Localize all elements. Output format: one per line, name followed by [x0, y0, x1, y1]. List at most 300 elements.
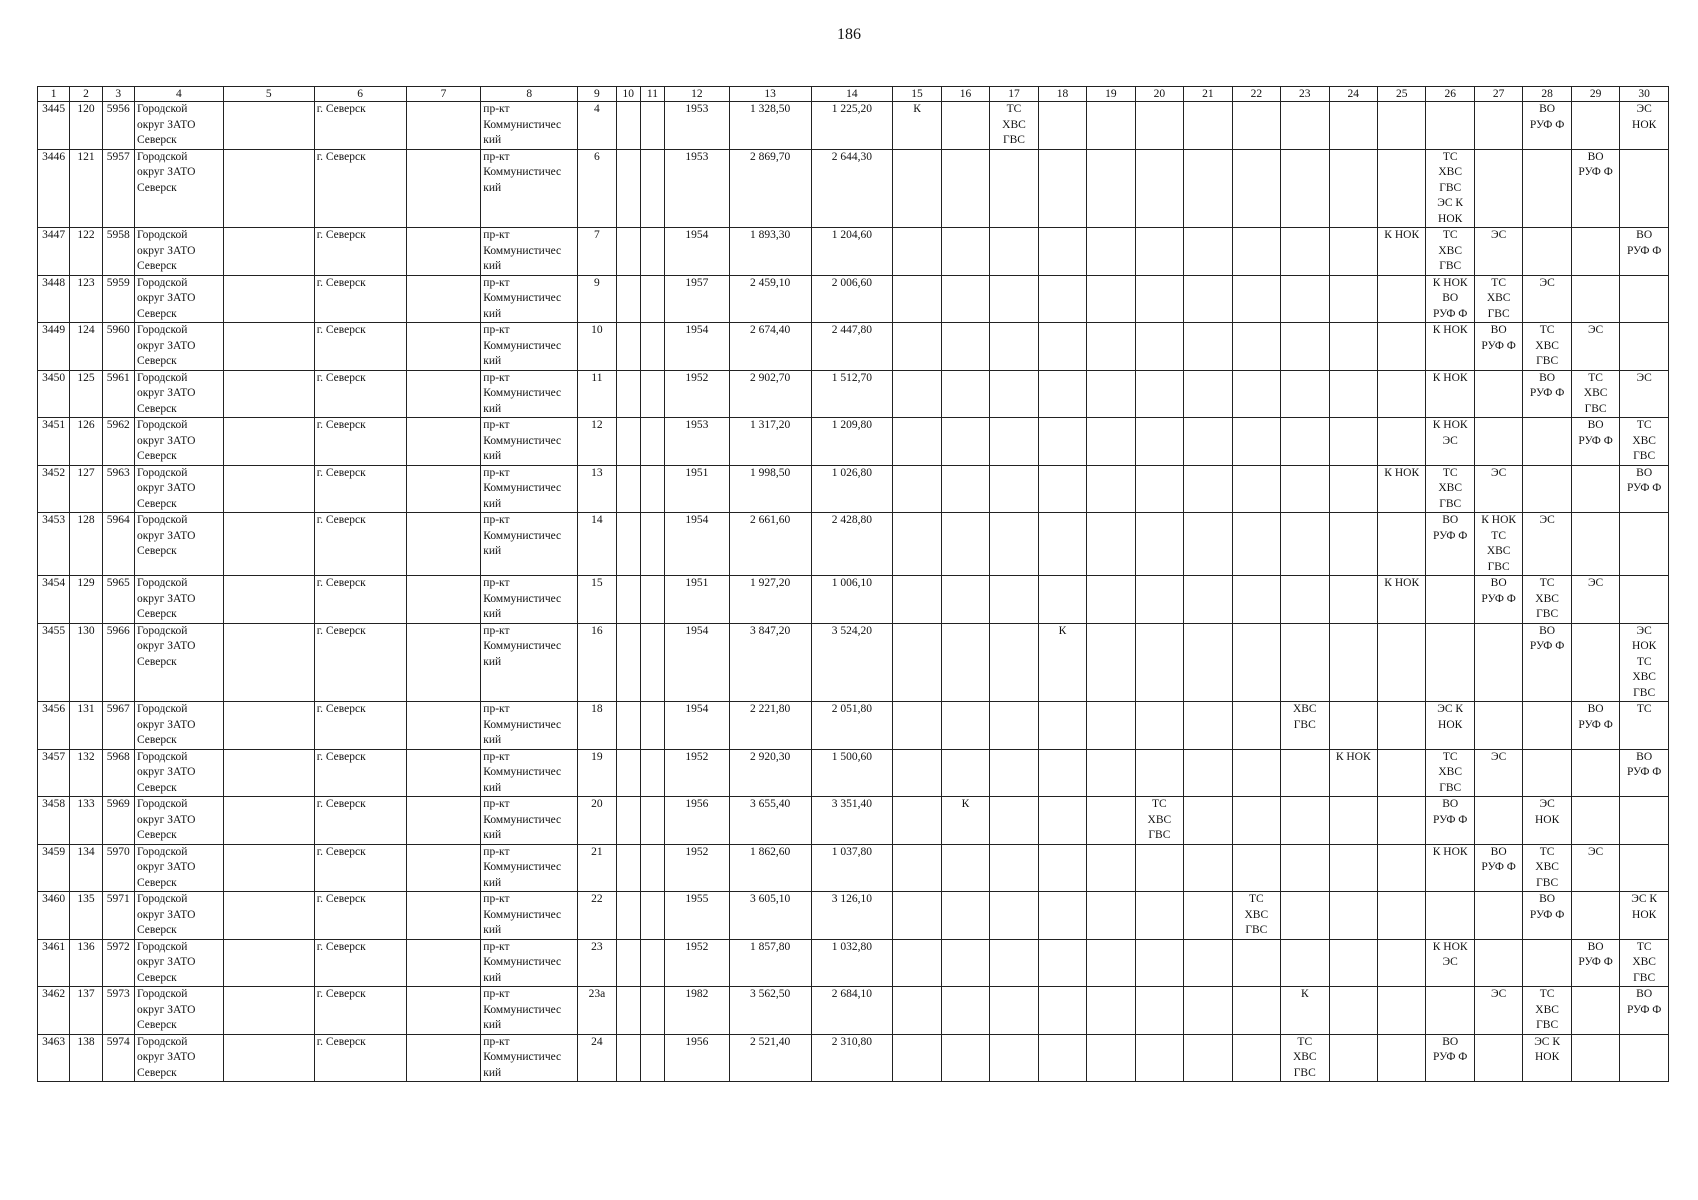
city: г. Северск: [314, 102, 406, 150]
cell-10: [616, 892, 640, 940]
build-year: 1955: [665, 892, 730, 940]
service-cell-29: [1571, 797, 1619, 845]
service-cell-22: [1232, 323, 1280, 371]
build-year: 1954: [665, 623, 730, 702]
cell-11: [640, 228, 664, 276]
service-cell-16: К: [941, 797, 989, 845]
service-cell-20: [1135, 370, 1183, 418]
build-year: 1954: [665, 702, 730, 750]
service-cell-26: ТС ХВС ГВС: [1426, 228, 1474, 276]
row-index: 137: [70, 987, 102, 1035]
service-cell-27: ВО РУФ Ф: [1474, 844, 1522, 892]
house-number: 24: [578, 1034, 616, 1082]
living-area: 1 032,80: [811, 939, 893, 987]
city: г. Северск: [314, 323, 406, 371]
service-cell-23: ХВС ГВС: [1281, 702, 1329, 750]
city: г. Северск: [314, 1034, 406, 1082]
service-cell-29: [1571, 228, 1619, 276]
service-cell-29: ВО РУФ Ф: [1571, 939, 1619, 987]
service-cell-28: ТС ХВС ГВС: [1523, 987, 1571, 1035]
service-cell-16: [941, 892, 989, 940]
service-cell-18: [1038, 844, 1086, 892]
service-cell-28: [1523, 465, 1571, 513]
table-row: [38, 228, 1669, 276]
cell-5: [223, 418, 314, 466]
cell-7: [406, 749, 481, 797]
service-cell-24: [1329, 892, 1377, 940]
column-header-8: 8: [481, 87, 578, 102]
build-year: 1952: [665, 939, 730, 987]
service-cell-23: [1281, 465, 1329, 513]
column-number-header: [38, 87, 1669, 102]
service-cell-26: ТС ХВС ГВС ЭС К НОК: [1426, 149, 1474, 228]
living-area: 1 006,10: [811, 576, 893, 624]
row-number: 3448: [38, 275, 70, 323]
service-cell-27: [1474, 102, 1522, 150]
service-cell-25: [1377, 149, 1425, 228]
municipality: Городской округ ЗАТО Северск: [134, 149, 223, 228]
building-id: 5958: [102, 228, 134, 276]
cell-5: [223, 623, 314, 702]
living-area: 1 026,80: [811, 465, 893, 513]
service-cell-19: [1087, 370, 1135, 418]
service-cell-15: [893, 275, 941, 323]
service-cell-29: ВО РУФ Ф: [1571, 418, 1619, 466]
house-number: 13: [578, 465, 616, 513]
street: пр-кт Коммунистичес кий: [481, 576, 578, 624]
column-header-11: 11: [640, 87, 664, 102]
cell-7: [406, 228, 481, 276]
city: г. Северск: [314, 987, 406, 1035]
service-cell-19: [1087, 749, 1135, 797]
service-cell-28: [1523, 702, 1571, 750]
service-cell-18: [1038, 370, 1086, 418]
street: пр-кт Коммунистичес кий: [481, 702, 578, 750]
service-cell-18: [1038, 987, 1086, 1035]
cell-10: [616, 623, 640, 702]
cell-11: [640, 102, 664, 150]
service-cell-19: [1087, 228, 1135, 276]
service-cell-21: [1184, 749, 1232, 797]
service-cell-24: [1329, 797, 1377, 845]
cell-10: [616, 370, 640, 418]
street: пр-кт Коммунистичес кий: [481, 987, 578, 1035]
service-cell-28: ВО РУФ Ф: [1523, 892, 1571, 940]
service-cell-23: [1281, 623, 1329, 702]
house-number: 18: [578, 702, 616, 750]
service-cell-22: [1232, 797, 1280, 845]
column-header-17: 17: [990, 87, 1038, 102]
total-area: 1 893,30: [729, 228, 811, 276]
row-index: 120: [70, 102, 102, 150]
service-cell-21: [1184, 149, 1232, 228]
service-cell-23: [1281, 228, 1329, 276]
service-cell-24: [1329, 149, 1377, 228]
service-cell-24: [1329, 323, 1377, 371]
total-area: 2 869,70: [729, 149, 811, 228]
service-cell-17: [990, 465, 1038, 513]
service-cell-30: [1620, 275, 1669, 323]
house-number: 20: [578, 797, 616, 845]
service-cell-21: [1184, 275, 1232, 323]
city: г. Северск: [314, 623, 406, 702]
service-cell-28: ЭС: [1523, 513, 1571, 576]
row-index: 132: [70, 749, 102, 797]
service-cell-26: [1426, 892, 1474, 940]
municipality: Городской округ ЗАТО Северск: [134, 939, 223, 987]
build-year: 1952: [665, 844, 730, 892]
service-cell-21: [1184, 702, 1232, 750]
house-number: 23: [578, 939, 616, 987]
service-cell-17: [990, 892, 1038, 940]
service-cell-17: [990, 370, 1038, 418]
cell-5: [223, 749, 314, 797]
house-number: 21: [578, 844, 616, 892]
service-cell-20: [1135, 323, 1183, 371]
table-row: [38, 892, 1669, 940]
row-number: 3446: [38, 149, 70, 228]
service-cell-27: [1474, 623, 1522, 702]
city: г. Северск: [314, 149, 406, 228]
total-area: 2 459,10: [729, 275, 811, 323]
municipality: Городской округ ЗАТО Северск: [134, 623, 223, 702]
service-cell-27: ЭС: [1474, 465, 1522, 513]
house-number: 12: [578, 418, 616, 466]
service-cell-29: [1571, 465, 1619, 513]
service-cell-26: ВО РУФ Ф: [1426, 1034, 1474, 1082]
service-cell-24: [1329, 623, 1377, 702]
house-number: 14: [578, 513, 616, 576]
municipality: Городской округ ЗАТО Северск: [134, 987, 223, 1035]
service-cell-29: ВО РУФ Ф: [1571, 702, 1619, 750]
service-cell-15: [893, 228, 941, 276]
service-cell-29: [1571, 102, 1619, 150]
service-cell-19: [1087, 576, 1135, 624]
total-area: 1 317,20: [729, 418, 811, 466]
cell-11: [640, 370, 664, 418]
column-header-12: 12: [665, 87, 730, 102]
cell-11: [640, 939, 664, 987]
cell-5: [223, 102, 314, 150]
page-number: 186: [837, 26, 861, 43]
living-area: 1 209,80: [811, 418, 893, 466]
service-cell-25: [1377, 418, 1425, 466]
service-cell-22: [1232, 102, 1280, 150]
house-number: 23а: [578, 987, 616, 1035]
service-cell-29: ВО РУФ Ф: [1571, 149, 1619, 228]
cell-5: [223, 987, 314, 1035]
street: пр-кт Коммунистичес кий: [481, 1034, 578, 1082]
house-number: 11: [578, 370, 616, 418]
service-cell-18: [1038, 1034, 1086, 1082]
build-year: 1953: [665, 102, 730, 150]
service-cell-27: [1474, 892, 1522, 940]
service-cell-27: [1474, 1034, 1522, 1082]
column-header-29: 29: [1571, 87, 1619, 102]
row-number: 3456: [38, 702, 70, 750]
service-cell-18: [1038, 323, 1086, 371]
living-area: 1 204,60: [811, 228, 893, 276]
service-cell-26: К НОК: [1426, 370, 1474, 418]
municipality: Городской округ ЗАТО Северск: [134, 465, 223, 513]
service-cell-24: [1329, 702, 1377, 750]
cell-10: [616, 513, 640, 576]
building-id: 5966: [102, 623, 134, 702]
service-cell-21: [1184, 939, 1232, 987]
cell-10: [616, 797, 640, 845]
service-cell-16: [941, 702, 989, 750]
living-area: 2 644,30: [811, 149, 893, 228]
cell-5: [223, 465, 314, 513]
cell-10: [616, 465, 640, 513]
total-area: 3 655,40: [729, 797, 811, 845]
city: г. Северск: [314, 370, 406, 418]
cell-11: [640, 987, 664, 1035]
service-cell-20: ТС ХВС ГВС: [1135, 797, 1183, 845]
service-cell-17: [990, 623, 1038, 702]
service-cell-27: [1474, 797, 1522, 845]
service-cell-27: ВО РУФ Ф: [1474, 323, 1522, 371]
service-cell-20: [1135, 102, 1183, 150]
row-index: 122: [70, 228, 102, 276]
building-id: 5960: [102, 323, 134, 371]
service-cell-25: [1377, 275, 1425, 323]
cell-5: [223, 797, 314, 845]
service-cell-28: ЭС НОК: [1523, 797, 1571, 845]
service-cell-15: К: [893, 102, 941, 150]
service-cell-28: ЭС: [1523, 275, 1571, 323]
service-cell-23: [1281, 749, 1329, 797]
build-year: 1954: [665, 323, 730, 371]
service-cell-20: [1135, 576, 1183, 624]
service-cell-27: [1474, 702, 1522, 750]
service-cell-20: [1135, 275, 1183, 323]
service-cell-16: [941, 102, 989, 150]
column-header-15: 15: [893, 87, 941, 102]
service-cell-23: [1281, 576, 1329, 624]
service-cell-30: ЭС НОК: [1620, 102, 1669, 150]
service-cell-22: [1232, 939, 1280, 987]
service-cell-26: К НОК: [1426, 323, 1474, 371]
living-area: 2 428,80: [811, 513, 893, 576]
table-row: [38, 797, 1669, 845]
service-cell-20: [1135, 228, 1183, 276]
service-cell-21: [1184, 102, 1232, 150]
service-cell-23: [1281, 844, 1329, 892]
building-id: 5974: [102, 1034, 134, 1082]
table-row: [38, 702, 1669, 750]
street: пр-кт Коммунистичес кий: [481, 102, 578, 150]
street: пр-кт Коммунистичес кий: [481, 623, 578, 702]
service-cell-25: [1377, 797, 1425, 845]
living-area: 2 051,80: [811, 702, 893, 750]
service-cell-27: К НОК ТС ХВС ГВС: [1474, 513, 1522, 576]
service-cell-17: [990, 749, 1038, 797]
service-cell-26: ВО РУФ Ф: [1426, 513, 1474, 576]
service-cell-20: [1135, 623, 1183, 702]
column-header-21: 21: [1184, 87, 1232, 102]
column-header-14: 14: [811, 87, 893, 102]
living-area: 2 006,60: [811, 275, 893, 323]
table-row: [38, 275, 1669, 323]
service-cell-18: [1038, 275, 1086, 323]
municipality: Городской округ ЗАТО Северск: [134, 749, 223, 797]
service-cell-26: ТС ХВС ГВС: [1426, 749, 1474, 797]
service-cell-26: К НОК: [1426, 844, 1474, 892]
column-header-26: 26: [1426, 87, 1474, 102]
cell-10: [616, 1034, 640, 1082]
service-cell-24: [1329, 228, 1377, 276]
build-year: 1957: [665, 275, 730, 323]
service-cell-21: [1184, 323, 1232, 371]
city: г. Северск: [314, 513, 406, 576]
cell-5: [223, 939, 314, 987]
building-id: 5969: [102, 797, 134, 845]
service-cell-30: [1620, 576, 1669, 624]
cell-5: [223, 576, 314, 624]
total-area: 1 927,20: [729, 576, 811, 624]
city: г. Северск: [314, 418, 406, 466]
cell-11: [640, 576, 664, 624]
cell-7: [406, 939, 481, 987]
column-header-4: 4: [134, 87, 223, 102]
living-area: 1 500,60: [811, 749, 893, 797]
row-number: 3449: [38, 323, 70, 371]
service-cell-30: ТС ХВС ГВС: [1620, 418, 1669, 466]
service-cell-22: [1232, 702, 1280, 750]
row-number: 3450: [38, 370, 70, 418]
service-cell-19: [1087, 323, 1135, 371]
table-row: [38, 513, 1669, 576]
service-cell-26: К НОК ЭС: [1426, 418, 1474, 466]
service-cell-21: [1184, 228, 1232, 276]
column-header-20: 20: [1135, 87, 1183, 102]
column-header-23: 23: [1281, 87, 1329, 102]
cell-11: [640, 418, 664, 466]
service-cell-25: [1377, 844, 1425, 892]
living-area: 1 512,70: [811, 370, 893, 418]
service-cell-17: [990, 513, 1038, 576]
service-cell-28: ВО РУФ Ф: [1523, 102, 1571, 150]
cell-11: [640, 702, 664, 750]
service-cell-21: [1184, 1034, 1232, 1082]
service-cell-30: ВО РУФ Ф: [1620, 749, 1669, 797]
row-index: 135: [70, 892, 102, 940]
city: г. Северск: [314, 702, 406, 750]
service-cell-23: К: [1281, 987, 1329, 1035]
service-cell-24: [1329, 513, 1377, 576]
service-cell-23: [1281, 102, 1329, 150]
service-cell-22: [1232, 844, 1280, 892]
service-cell-17: [990, 149, 1038, 228]
service-cell-30: [1620, 513, 1669, 576]
row-index: 131: [70, 702, 102, 750]
cell-11: [640, 797, 664, 845]
service-cell-25: [1377, 1034, 1425, 1082]
cell-5: [223, 149, 314, 228]
service-cell-15: [893, 576, 941, 624]
service-cell-22: [1232, 623, 1280, 702]
service-cell-30: ВО РУФ Ф: [1620, 465, 1669, 513]
table-body: [38, 102, 1669, 1082]
house-number: 16: [578, 623, 616, 702]
street: пр-кт Коммунистичес кий: [481, 513, 578, 576]
city: г. Северск: [314, 939, 406, 987]
service-cell-22: [1232, 987, 1280, 1035]
service-cell-16: [941, 623, 989, 702]
service-cell-20: [1135, 513, 1183, 576]
service-cell-15: [893, 939, 941, 987]
street: пр-кт Коммунистичес кий: [481, 939, 578, 987]
cell-10: [616, 702, 640, 750]
municipality: Городской округ ЗАТО Северск: [134, 228, 223, 276]
service-cell-27: ЭС: [1474, 987, 1522, 1035]
service-cell-27: [1474, 149, 1522, 228]
service-cell-30: ТС: [1620, 702, 1669, 750]
cell-10: [616, 987, 640, 1035]
row-number: 3453: [38, 513, 70, 576]
row-number: 3447: [38, 228, 70, 276]
service-cell-17: [990, 797, 1038, 845]
service-cell-15: [893, 797, 941, 845]
living-area: 2 684,10: [811, 987, 893, 1035]
row-index: 126: [70, 418, 102, 466]
service-cell-16: [941, 1034, 989, 1082]
row-index: 129: [70, 576, 102, 624]
city: г. Северск: [314, 797, 406, 845]
building-id: 5968: [102, 749, 134, 797]
service-cell-20: [1135, 149, 1183, 228]
cell-5: [223, 1034, 314, 1082]
service-cell-16: [941, 987, 989, 1035]
street: пр-кт Коммунистичес кий: [481, 323, 578, 371]
service-cell-28: [1523, 749, 1571, 797]
service-cell-20: [1135, 749, 1183, 797]
column-header-28: 28: [1523, 87, 1571, 102]
cell-5: [223, 228, 314, 276]
column-header-16: 16: [941, 87, 989, 102]
service-cell-19: [1087, 702, 1135, 750]
service-cell-24: [1329, 275, 1377, 323]
service-cell-15: [893, 892, 941, 940]
building-id: 5961: [102, 370, 134, 418]
cell-5: [223, 892, 314, 940]
service-cell-29: ЭС: [1571, 576, 1619, 624]
table-row: [38, 939, 1669, 987]
house-number: 22: [578, 892, 616, 940]
living-area: 1 037,80: [811, 844, 893, 892]
service-cell-25: [1377, 102, 1425, 150]
service-cell-19: [1087, 149, 1135, 228]
row-index: 130: [70, 623, 102, 702]
house-number: 7: [578, 228, 616, 276]
column-header-10: 10: [616, 87, 640, 102]
service-cell-30: [1620, 844, 1669, 892]
cell-10: [616, 323, 640, 371]
service-cell-24: [1329, 370, 1377, 418]
service-cell-29: ТС ХВС ГВС: [1571, 370, 1619, 418]
service-cell-20: [1135, 702, 1183, 750]
service-cell-30: ЭС К НОК: [1620, 892, 1669, 940]
build-year: 1952: [665, 749, 730, 797]
column-header-7: 7: [406, 87, 481, 102]
street: пр-кт Коммунистичес кий: [481, 892, 578, 940]
service-cell-25: [1377, 623, 1425, 702]
table-row: [38, 1034, 1669, 1082]
row-number: 3461: [38, 939, 70, 987]
service-cell-26: ТС ХВС ГВС: [1426, 465, 1474, 513]
cell-11: [640, 323, 664, 371]
